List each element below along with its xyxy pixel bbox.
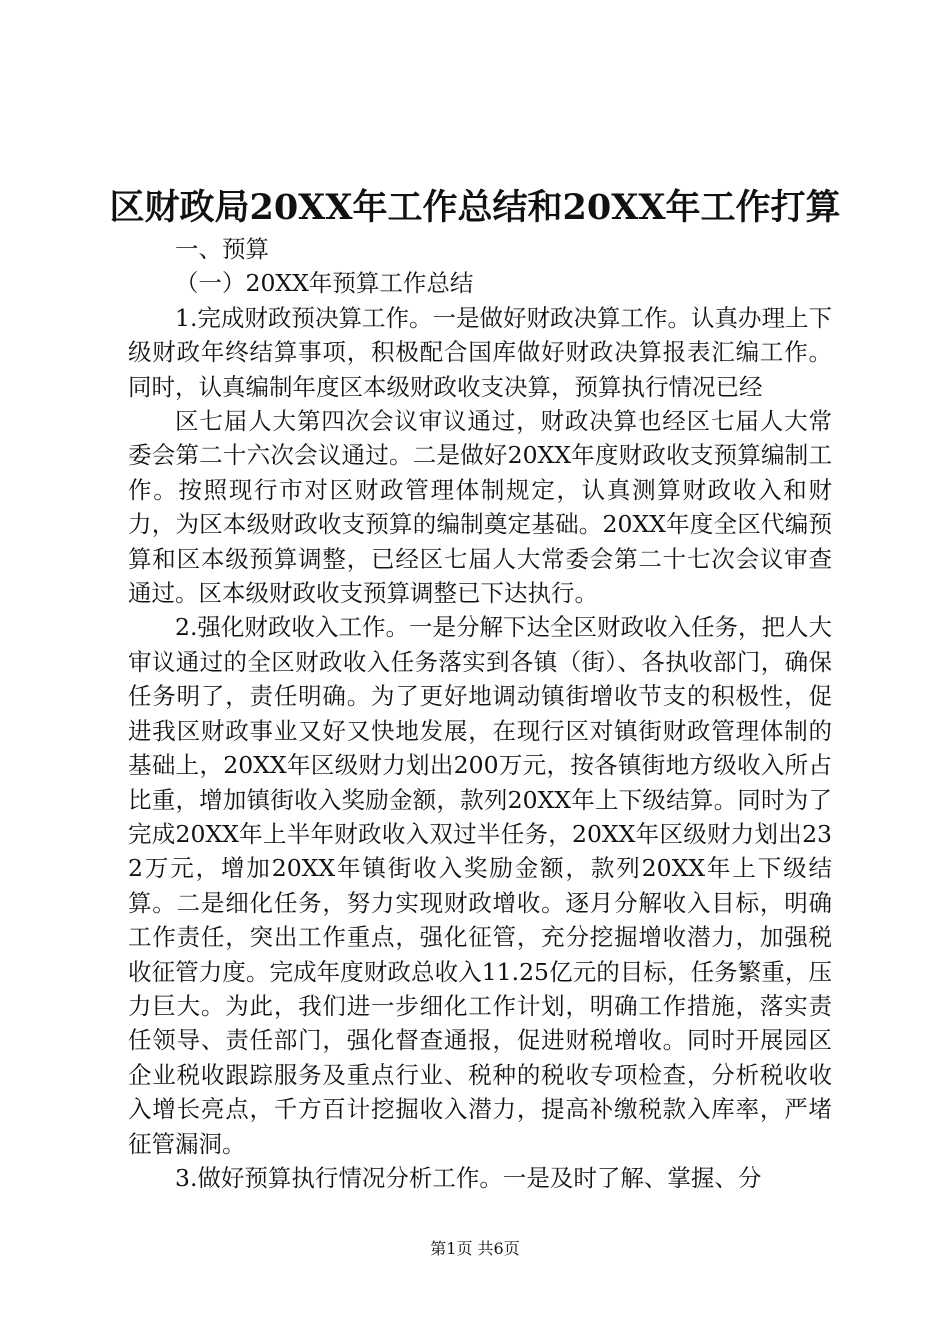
paragraph: 区七届人大第四次会议审议通过，财政决算也经区七届人大常委会第二十六次会议通过。二是做好20XX年度财政收支预算编制工作。按照现行市对区财政管理体制规定，认真测算财政收入和财力，为区本级财政收支预算的编制奠定基础。20XX年度全区代编预算和区本级预算调整，已经区七届人大常委会第二十七次会议审查通过。区本级财政收支预算调整已下达执行。 <box>128 407 832 608</box>
paragraph: 3.做好预算执行情况分析工作。一是及时了解、掌握、分 <box>175 1163 762 1192</box>
subsection-heading: （一）20XX年预算工作总结 <box>175 269 474 298</box>
document-body <box>128 232 832 1195</box>
section-heading: 一、预算 <box>175 235 269 263</box>
page-footer: 第1页 共6页 <box>430 1239 520 1258</box>
paragraph: 1.完成财政预决算工作。一是做好财政决算工作。认真办理上下级财政年终结算事项，积极配合国库做好财政决算报表汇编工作。同时，认真编制年度区本级财政收支决算，预算执行情况已经 <box>128 303 832 401</box>
paragraph: 2.强化财政收入工作。一是分解下达全区财政收入任务，把人大审议通过的全区财政收入任务落实到各镇（街）、各执收部门，确保任务明了，责任明确。为了更好地调动镇街增收节支的积极性，促进我区财政事业又好又快地发展，在现行区对镇街财政管理体制的基础上，20XX年区级财力划出200万元，按各镇街地方级收入所占比重，增加镇街收入奖励金额，款列20XX年上下级结算。同时为了完成20XX年上半年财政收入双过半任务，20XX年区级财力划出232万元，增加20XX年镇街收入奖励金额，款列20XX年上下级结算。二是细化任务，努力实现财政增收。逐月分解收入目标，明确工作责任，突出工作重点，强化征管，充分挖掘增收潜力，加强税收征管力度。完成年度财政总收入11.25亿元的目标，任务繁重，压力巨大。为此，我们进一步细化工作计划，明确工作措施，落实责任领导、责任部门，强化督查通报，促进财税增收。同时开展园区企业税收跟踪服务及重点行业、税种的税收专项检查，分析税收收入增长亮点，千方百计挖掘收入潜力，提高补缴税款入库率，严堵征管漏洞。 <box>128 613 832 1158</box>
document-title: 区财政局20XX年工作总结和20XX年工作打算 <box>109 187 841 228</box>
